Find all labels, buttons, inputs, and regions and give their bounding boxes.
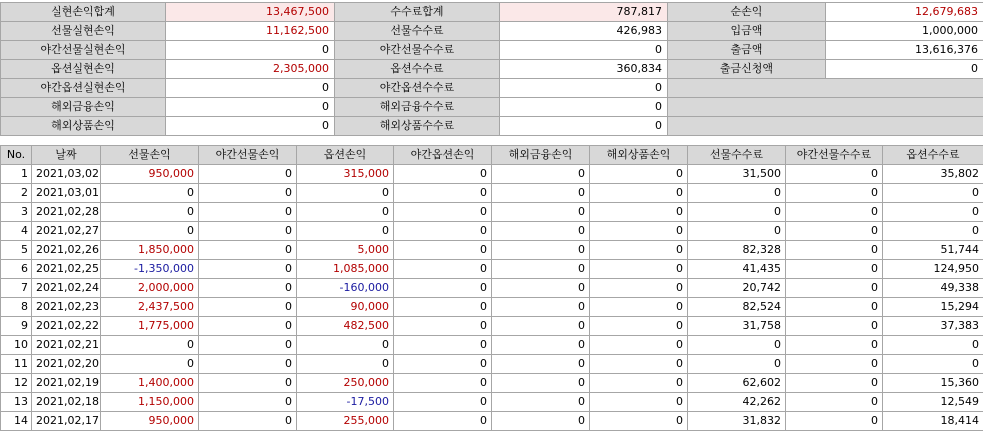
value-cell: 0: [199, 222, 297, 241]
summary-label: 야간옵션실현손익: [1, 79, 166, 98]
column-header[interactable]: 옵션손익: [297, 146, 394, 165]
value-cell: 0: [786, 412, 883, 431]
summary-value: 360,834: [500, 60, 668, 79]
summary-label: 실현손익합계: [1, 3, 166, 22]
row-number: 8: [1, 298, 32, 317]
date-cell: 2021,02,28: [32, 203, 101, 222]
value-cell: 0: [199, 298, 297, 317]
summary-label: 출금신청액: [668, 60, 826, 79]
value-cell: 0: [394, 241, 492, 260]
value-cell: 0: [492, 393, 590, 412]
summary-value: 0: [166, 41, 335, 60]
value-cell: 0: [199, 279, 297, 298]
value-cell: -17,500: [297, 393, 394, 412]
date-cell: 2021,03,02: [32, 165, 101, 184]
summary-label: 순손익: [668, 3, 826, 22]
value-cell: 0: [492, 298, 590, 317]
value-cell: 1,085,000: [297, 260, 394, 279]
value-cell: 0: [101, 222, 199, 241]
value-cell: 0: [590, 298, 688, 317]
value-cell: 0: [883, 184, 983, 203]
table-row[interactable]: [1, 412, 983, 431]
summary-label: 수수료합계: [335, 3, 500, 22]
value-cell: 0: [297, 184, 394, 203]
value-cell: 0: [786, 241, 883, 260]
value-cell: 41,435: [688, 260, 786, 279]
row-number: 3: [1, 203, 32, 222]
value-cell: 0: [590, 279, 688, 298]
column-header[interactable]: 선물수수료: [688, 146, 786, 165]
value-cell: 0: [394, 222, 492, 241]
value-cell: 0: [394, 184, 492, 203]
value-cell: 62,602: [688, 374, 786, 393]
column-header[interactable]: 야간선물수수료: [786, 146, 883, 165]
summary-label: 선물실현손익: [1, 22, 166, 41]
value-cell: 0: [394, 412, 492, 431]
value-cell: 0: [101, 203, 199, 222]
row-number: 2: [1, 184, 32, 203]
date-cell: 2021,02,21: [32, 336, 101, 355]
value-cell: 0: [786, 374, 883, 393]
summary-label: 옵션수수료: [335, 60, 500, 79]
summary-label: 입금액: [668, 22, 826, 41]
table-row[interactable]: [1, 222, 983, 241]
summary-label: 출금액: [668, 41, 826, 60]
value-cell: 0: [492, 374, 590, 393]
value-cell: 0: [492, 184, 590, 203]
value-cell: 37,383: [883, 317, 983, 336]
value-cell: 0: [199, 412, 297, 431]
value-cell: 0: [492, 279, 590, 298]
summary-label: 옵션실현손익: [1, 60, 166, 79]
date-cell: 2021,02,18: [32, 393, 101, 412]
value-cell: 0: [590, 203, 688, 222]
value-cell: 0: [786, 203, 883, 222]
value-cell: 255,000: [297, 412, 394, 431]
table-row[interactable]: [1, 317, 983, 336]
value-cell: 0: [199, 355, 297, 374]
summary-row: [1, 79, 983, 98]
value-cell: 0: [492, 165, 590, 184]
value-cell: 90,000: [297, 298, 394, 317]
value-cell: 0: [590, 317, 688, 336]
value-cell: 0: [394, 203, 492, 222]
date-cell: 2021,03,01: [32, 184, 101, 203]
summary-row: [1, 22, 983, 41]
column-header[interactable]: 날짜: [32, 146, 101, 165]
value-cell: 0: [394, 336, 492, 355]
row-number: 13: [1, 393, 32, 412]
value-cell: 15,360: [883, 374, 983, 393]
table-row[interactable]: [1, 203, 983, 222]
row-number: 1: [1, 165, 32, 184]
value-cell: 0: [492, 355, 590, 374]
value-cell: -1,350,000: [101, 260, 199, 279]
table-row[interactable]: [1, 336, 983, 355]
value-cell: 1,850,000: [101, 241, 199, 260]
table-row[interactable]: [1, 374, 983, 393]
value-cell: 0: [590, 241, 688, 260]
row-number: 6: [1, 260, 32, 279]
value-cell: 0: [199, 317, 297, 336]
value-cell: 51,744: [883, 241, 983, 260]
value-cell: 0: [883, 336, 983, 355]
value-cell: 950,000: [101, 412, 199, 431]
value-cell: 0: [590, 336, 688, 355]
value-cell: 0: [590, 260, 688, 279]
value-cell: 0: [394, 260, 492, 279]
value-cell: 18,414: [883, 412, 983, 431]
summary-value: 0: [500, 79, 668, 98]
value-cell: 0: [590, 184, 688, 203]
value-cell: 0: [786, 355, 883, 374]
value-cell: 2,000,000: [101, 279, 199, 298]
table-row[interactable]: [1, 241, 983, 260]
date-cell: 2021,02,24: [32, 279, 101, 298]
column-header[interactable]: 옵션수수료: [883, 146, 983, 165]
summary-value: 0: [166, 79, 335, 98]
date-cell: 2021,02,23: [32, 298, 101, 317]
summary-value: 13,616,376: [826, 41, 983, 60]
value-cell: 0: [786, 393, 883, 412]
value-cell: 315,000: [297, 165, 394, 184]
value-cell: -160,000: [297, 279, 394, 298]
summary-value: 0: [166, 98, 335, 117]
value-cell: 0: [883, 203, 983, 222]
value-cell: 0: [297, 203, 394, 222]
column-header[interactable]: No.: [1, 146, 32, 165]
value-cell: 1,400,000: [101, 374, 199, 393]
value-cell: 42,262: [688, 393, 786, 412]
summary-empty-cell: [668, 117, 983, 136]
value-cell: 0: [590, 412, 688, 431]
value-cell: 0: [394, 298, 492, 317]
value-cell: 0: [492, 222, 590, 241]
daily-pnl-table: [0, 145, 983, 431]
summary-value: 0: [500, 117, 668, 136]
value-cell: 35,802: [883, 165, 983, 184]
value-cell: 0: [394, 279, 492, 298]
value-cell: 124,950: [883, 260, 983, 279]
value-cell: 0: [394, 355, 492, 374]
value-cell: 0: [394, 165, 492, 184]
value-cell: 0: [199, 184, 297, 203]
summary-label: 해외상품손익: [1, 117, 166, 136]
row-number: 12: [1, 374, 32, 393]
value-cell: 0: [883, 222, 983, 241]
summary-label: 해외상품수수료: [335, 117, 500, 136]
summary-value: 13,467,500: [166, 3, 335, 22]
value-cell: 0: [492, 241, 590, 260]
date-cell: 2021,02,17: [32, 412, 101, 431]
value-cell: 0: [199, 374, 297, 393]
value-cell: 0: [590, 393, 688, 412]
value-cell: 0: [786, 165, 883, 184]
value-cell: 82,328: [688, 241, 786, 260]
row-number: 10: [1, 336, 32, 355]
value-cell: 1,775,000: [101, 317, 199, 336]
summary-table: [0, 2, 983, 136]
value-cell: 0: [394, 374, 492, 393]
summary-value: 0: [500, 41, 668, 60]
value-cell: 0: [101, 184, 199, 203]
value-cell: 49,338: [883, 279, 983, 298]
summary-value: 2,305,000: [166, 60, 335, 79]
row-number: 11: [1, 355, 32, 374]
table-row[interactable]: [1, 393, 983, 412]
value-cell: 0: [199, 336, 297, 355]
value-cell: 0: [199, 203, 297, 222]
value-cell: 0: [297, 222, 394, 241]
row-number: 5: [1, 241, 32, 260]
table-row[interactable]: [1, 260, 983, 279]
summary-value: 0: [500, 98, 668, 117]
value-cell: 0: [492, 203, 590, 222]
value-cell: 15,294: [883, 298, 983, 317]
table-row[interactable]: [1, 184, 983, 203]
value-cell: 0: [394, 393, 492, 412]
date-cell: 2021,02,19: [32, 374, 101, 393]
summary-row: [1, 3, 983, 22]
row-number: 14: [1, 412, 32, 431]
value-cell: 0: [786, 336, 883, 355]
value-cell: 31,758: [688, 317, 786, 336]
row-number: 9: [1, 317, 32, 336]
value-cell: 0: [590, 374, 688, 393]
summary-empty-cell: [668, 98, 983, 117]
value-cell: 0: [786, 298, 883, 317]
value-cell: 0: [492, 412, 590, 431]
table-row[interactable]: [1, 355, 983, 374]
summary-row: [1, 117, 983, 136]
summary-value: 0: [826, 60, 983, 79]
value-cell: 12,549: [883, 393, 983, 412]
value-cell: 0: [786, 317, 883, 336]
value-cell: 0: [786, 279, 883, 298]
value-cell: 0: [590, 165, 688, 184]
summary-row: [1, 98, 983, 117]
value-cell: 0: [101, 336, 199, 355]
summary-empty-cell: [668, 79, 983, 98]
column-header[interactable]: 야간옵션손익: [394, 146, 492, 165]
value-cell: 0: [786, 184, 883, 203]
summary-label: 해외금융수수료: [335, 98, 500, 117]
date-cell: 2021,02,27: [32, 222, 101, 241]
summary-value: 787,817: [500, 3, 668, 22]
value-cell: 20,742: [688, 279, 786, 298]
date-cell: 2021,02,20: [32, 355, 101, 374]
summary-label: 야간선물실현손익: [1, 41, 166, 60]
date-cell: 2021,02,26: [32, 241, 101, 260]
summary-label: 야간옵션수수료: [335, 79, 500, 98]
value-cell: 0: [492, 260, 590, 279]
row-number: 7: [1, 279, 32, 298]
summary-label: 선물수수료: [335, 22, 500, 41]
summary-row: [1, 41, 983, 60]
table-row[interactable]: [1, 165, 983, 184]
value-cell: 482,500: [297, 317, 394, 336]
column-header[interactable]: 야간선물손익: [199, 146, 297, 165]
value-cell: 0: [786, 260, 883, 279]
value-cell: 0: [297, 336, 394, 355]
summary-value: 12,679,683: [826, 3, 983, 22]
value-cell: 0: [297, 355, 394, 374]
value-cell: 0: [688, 222, 786, 241]
value-cell: 0: [199, 260, 297, 279]
value-cell: 5,000: [297, 241, 394, 260]
value-cell: 0: [786, 222, 883, 241]
column-header[interactable]: 선물손익: [101, 146, 199, 165]
date-cell: 2021,02,25: [32, 260, 101, 279]
value-cell: 31,500: [688, 165, 786, 184]
value-cell: 82,524: [688, 298, 786, 317]
value-cell: 0: [688, 355, 786, 374]
value-cell: 0: [199, 241, 297, 260]
value-cell: 0: [199, 393, 297, 412]
daily-header-row: [1, 146, 983, 165]
summary-row: [1, 60, 983, 79]
value-cell: 2,437,500: [101, 298, 199, 317]
value-cell: 0: [394, 317, 492, 336]
value-cell: 1,150,000: [101, 393, 199, 412]
summary-value: 0: [166, 117, 335, 136]
date-cell: 2021,02,22: [32, 317, 101, 336]
value-cell: 0: [101, 355, 199, 374]
value-cell: 0: [688, 336, 786, 355]
summary-label: 야간선물수수료: [335, 41, 500, 60]
summary-value: 426,983: [500, 22, 668, 41]
column-header[interactable]: 해외상품손익: [590, 146, 688, 165]
value-cell: 0: [492, 317, 590, 336]
value-cell: 0: [492, 336, 590, 355]
value-cell: 0: [688, 184, 786, 203]
row-number: 4: [1, 222, 32, 241]
value-cell: 0: [199, 165, 297, 184]
summary-value: 1,000,000: [826, 22, 983, 41]
value-cell: 950,000: [101, 165, 199, 184]
table-row[interactable]: [1, 279, 983, 298]
summary-value: 11,162,500: [166, 22, 335, 41]
table-row[interactable]: [1, 298, 983, 317]
value-cell: 0: [590, 222, 688, 241]
value-cell: 0: [883, 355, 983, 374]
value-cell: 0: [688, 203, 786, 222]
value-cell: 31,832: [688, 412, 786, 431]
value-cell: 0: [590, 355, 688, 374]
value-cell: 250,000: [297, 374, 394, 393]
summary-label: 해외금융손익: [1, 98, 166, 117]
column-header[interactable]: 해외금융손익: [492, 146, 590, 165]
